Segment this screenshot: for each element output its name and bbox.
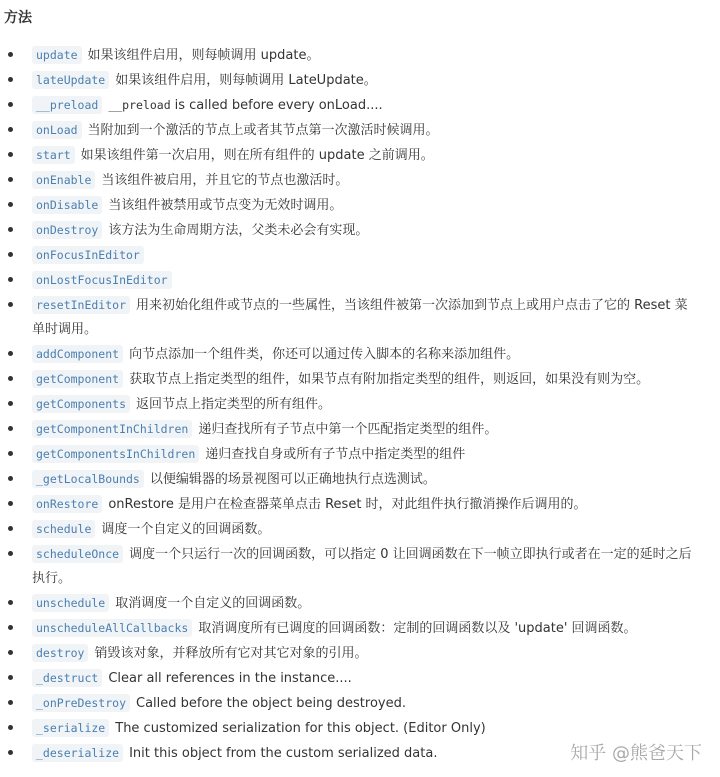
watermark: 知乎 @熊爸天下 — [570, 743, 702, 764]
method-name-link[interactable]: destroy — [32, 644, 88, 662]
method-item — [0, 691, 700, 716]
method-item — [0, 43, 700, 68]
method-list — [0, 43, 700, 766]
method-description: 递归查找所有子节点中第一个匹配指定类型的组件。 — [198, 422, 498, 437]
method-name-link[interactable]: onFocusInEditor — [32, 246, 144, 264]
method-item — [0, 492, 700, 517]
method-name-link[interactable]: lateUpdate — [32, 71, 109, 89]
method-item — [0, 218, 700, 243]
method-name-link[interactable]: getComponentsInChildren — [32, 445, 199, 463]
method-name-link[interactable]: _destruct — [32, 669, 102, 687]
method-name-link[interactable]: unscheduleAllCallbacks — [32, 619, 192, 637]
method-description: 以便编辑器的场景视图可以正确地执行点选测试。 — [149, 472, 436, 487]
method-item — [0, 93, 700, 118]
method-name-link[interactable]: resetInEditor — [32, 296, 130, 314]
method-description: 该方法为生命周期方法，父类未必会有实现。 — [108, 223, 369, 238]
method-item — [0, 342, 700, 367]
method-name-link[interactable]: update — [32, 46, 82, 64]
section-heading: 方法 — [4, 10, 32, 26]
method-name-link[interactable]: onDisable — [32, 196, 102, 214]
method-description: 调度一个只运行一次的回调函数，可以指定 0 让回调函数在下一帧立即执行或者在一定的延时之后执行。 — [32, 547, 692, 586]
method-name-link[interactable]: onRestore — [32, 495, 102, 513]
method-description: 销毁该对象，并释放所有它对其它对象的引用。 — [94, 646, 368, 661]
method-description: Called before the object being destroyed. — [136, 696, 406, 711]
method-description: The customized serialization for this object. (Editor Only) — [115, 721, 486, 736]
method-description: 当附加到一个激活的节点上或者其节点第一次激活时候调用。 — [87, 123, 439, 138]
method-description: 向节点添加一个组件类，你还可以通过传入脚本的名称来添加组件。 — [129, 347, 520, 362]
method-name-link[interactable]: _serialize — [32, 719, 109, 737]
method-name-link[interactable]: onLostFocusInEditor — [32, 271, 172, 289]
method-item — [0, 616, 700, 641]
method-description: 取消调度所有已调度的回调函数：定制的回调函数以及 'update' 回调函数。 — [198, 621, 637, 636]
method-description: 当该组件被禁用或节点变为无效时调用。 — [108, 198, 343, 213]
method-name-link[interactable]: _onPreDestroy — [32, 694, 130, 712]
method-item — [0, 118, 700, 143]
method-item — [0, 293, 700, 342]
method-item — [0, 168, 700, 193]
method-name-link[interactable]: addComponent — [32, 345, 123, 363]
method-item — [0, 517, 700, 542]
method-name-link[interactable]: getComponentInChildren — [32, 420, 192, 438]
method-description: Clear all references in the instance.... — [108, 671, 352, 686]
method-item — [0, 542, 700, 591]
method-name-link[interactable]: unschedule — [32, 594, 109, 612]
method-description: is called before every onLoad.... — [174, 98, 383, 113]
method-name-link[interactable]: _deserialize — [32, 744, 123, 762]
method-name-link[interactable]: start — [32, 146, 75, 164]
method-name-link[interactable]: schedule — [32, 520, 95, 538]
method-name-link[interactable]: onEnable — [32, 171, 95, 189]
method-item — [0, 392, 700, 417]
method-description: 当该组件被启用，并且它的节点也激活时。 — [101, 173, 349, 188]
method-item — [0, 591, 700, 616]
method-description: onRestore 是用户在检查器菜单点击 Reset 时，对此组件执行撤消操作后调用的。 — [108, 497, 587, 512]
method-item — [0, 467, 700, 492]
method-name-link[interactable]: _getLocalBounds — [32, 470, 144, 488]
method-description: 取消调度一个自定义的回调函数。 — [115, 596, 311, 611]
method-name-link[interactable]: __preload — [32, 96, 102, 114]
method-name-link[interactable]: getComponents — [32, 395, 130, 413]
method-description: 返回节点上指定类型的所有组件。 — [136, 397, 332, 412]
method-item — [0, 716, 700, 741]
method-description: 获取节点上指定类型的组件，如果节点有附加指定类型的组件，则返回，如果没有则为空。 — [129, 372, 650, 387]
method-name-link[interactable]: onDestroy — [32, 221, 102, 239]
method-description: 如果该组件启用，则每帧调用 LateUpdate。 — [115, 73, 377, 88]
method-item — [0, 268, 700, 293]
method-description: 递归查找自身或所有子节点中指定类型的组件 — [205, 447, 466, 462]
method-description: 调度一个自定义的回调函数。 — [101, 522, 271, 537]
method-item — [0, 442, 700, 467]
method-item — [0, 68, 700, 93]
method-item — [0, 193, 700, 218]
method-description: Init this object from the custom serialized data. — [129, 746, 438, 761]
method-item — [0, 143, 700, 168]
method-item — [0, 367, 700, 392]
method-description: 如果该组件启用，则每帧调用 update。 — [87, 48, 320, 63]
method-item — [0, 417, 700, 442]
method-item — [0, 641, 700, 666]
method-inline-code: __preload — [108, 98, 171, 112]
method-name-link[interactable]: scheduleOnce — [32, 545, 123, 563]
method-name-link[interactable]: getComponent — [32, 370, 123, 388]
method-item — [0, 243, 700, 268]
method-name-link[interactable]: onLoad — [32, 121, 82, 139]
method-item — [0, 666, 700, 691]
method-description: 用来初始化组件或节点的一些属性，当该组件被第一次添加到节点上或用户点击了它的 Reset 菜单时调用。 — [32, 298, 688, 337]
method-description: 如果该组件第一次启用，则在所有组件的 update 之前调用。 — [80, 148, 434, 163]
